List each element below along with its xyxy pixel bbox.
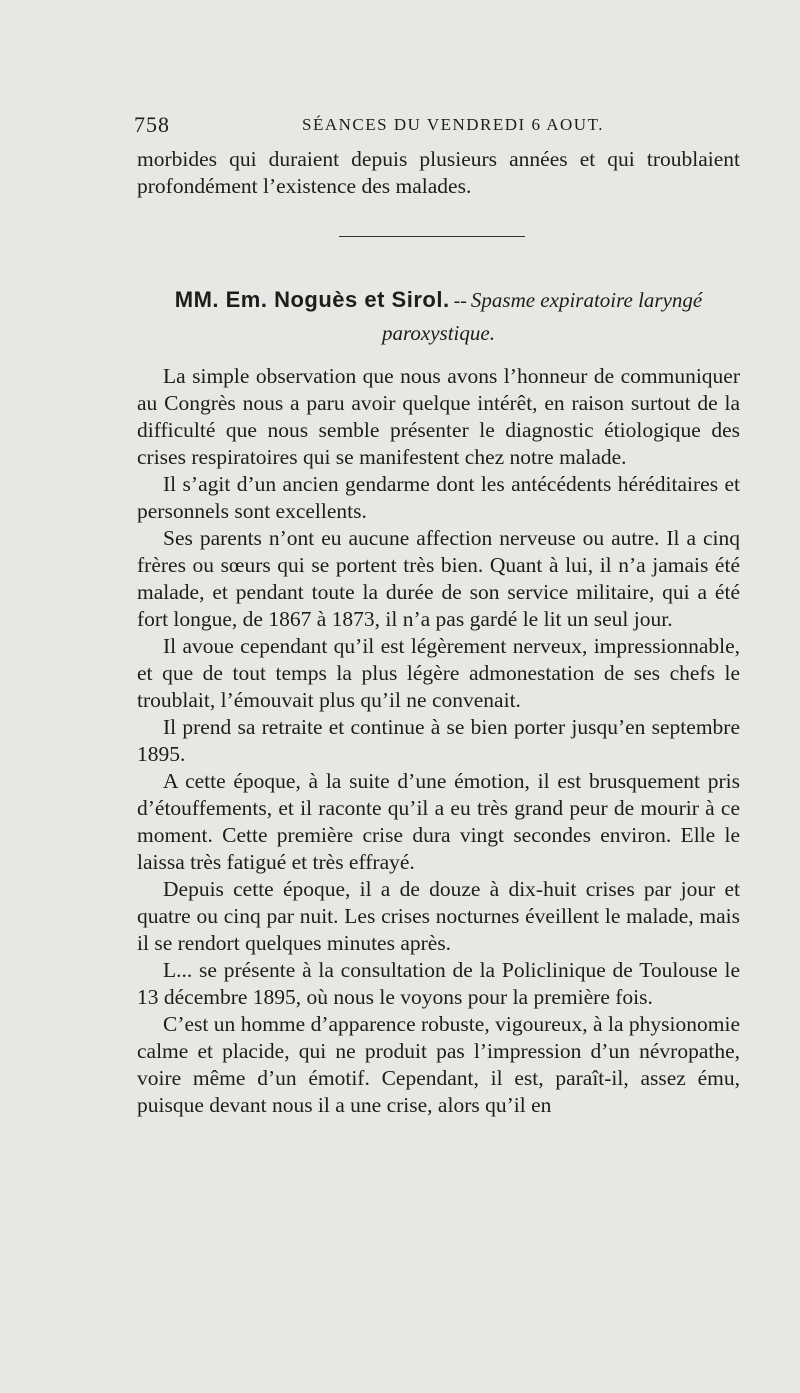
body-paragraph: L... se présente à la consultation de la Policlinique de Toulouse le 13 décembre 1895, où nous le voyons pour la première fois. — [137, 958, 740, 1009]
body-paragraph: A cette époque, à la suite d’une émotion, il est brusquement pris d’étouffements, et il raconte qu’il a eu très grand peur de mourir à ce moment. Cette première crise dura vingt secondes environ. Elle le laissa très fatigué et très effrayé. — [137, 769, 740, 874]
body-paragraph: Il s’agit d’un ancien gendarme dont les antécédents héréditaires et personnels sont excellents. — [137, 472, 740, 523]
body-paragraph: Depuis cette époque, il a de douze à dix-huit crises par jour et quatre ou cinq par nuit. Les crises nocturnes éveillent le malade, mais il se rendort quelques minutes après. — [137, 877, 740, 955]
page-header — [134, 112, 740, 140]
body-paragraph: Il prend sa retraite et continue à se bien porter jusqu’en septembre 1895. — [137, 715, 740, 766]
article-heading — [137, 285, 740, 351]
body-paragraph: Il avoue cependant qu’il est légèrement nerveux, impressionnable, et que de tout temps la plus légère admonestation de ses chefs le troublait, l’émouvait plus qu’il ne convenait. — [137, 634, 740, 712]
running-head: SÉANCES DU VENDREDI 6 AOUT. — [302, 115, 604, 134]
page-number: 758 — [134, 112, 170, 137]
body-paragraph: Ses parents n’ont eu aucune affection nerveuse ou autre. Il a cinq frères ou sœurs qui se portent très bien. Quant à lui, il n’a jamais été malade, et pendant toute la durée de son service militaire, qui a été fort longue, de 1867 à 1873, il n’a pas gardé le lit un seul jour. — [137, 526, 740, 631]
article-title: Spasme expiratoire laryngé paroxystique. — [382, 288, 703, 345]
article-body — [137, 363, 740, 1119]
article-authors: MM. Em. Noguès et Sirol. — [174, 287, 450, 312]
body-paragraph: C’est un homme d’apparence robuste, vigoureux, à la physionomie calme et placide, qui ne produit pas l’impression d’un névropathe, voire même d’un émotif. Cependant, il est, paraît-il, assez ému, puisque devant nous il a une crise, alors qu’il en — [137, 1012, 740, 1117]
continuation-paragraph — [137, 146, 740, 200]
body-paragraph: La simple observation que nous avons l’honneur de communiquer au Congrès nous a paru avoir quelque intérêt, en raison surtout de la difficulté que nous semble présenter le diagnostic étiologique des crises respiratoires qui se manifestent chez notre malade. — [137, 364, 740, 469]
continuation-text: morbides qui duraient depuis plusieurs années et qui troublaient profondément l’existence des malades. — [137, 147, 740, 198]
section-divider — [339, 236, 525, 237]
heading-dash: -- — [453, 290, 467, 312]
